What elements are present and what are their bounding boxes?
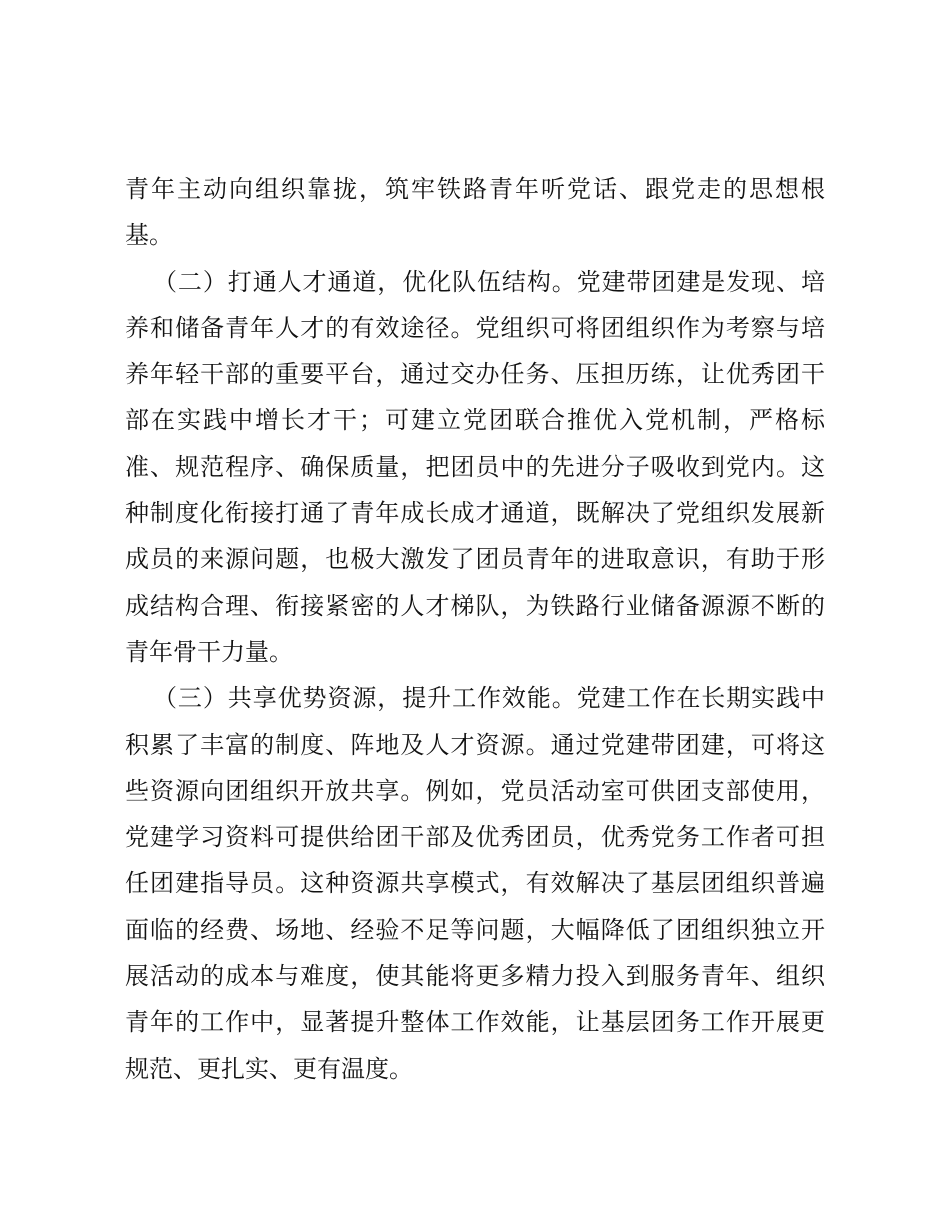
text-line: 些资源向团组织开放共享。例如，党员活动室可供团支部使用， bbox=[125, 776, 825, 805]
section-heading-line: （二）打通人才通道，优化队伍结构。党建带团建是发现、培 bbox=[153, 267, 825, 296]
text-line: 任团建指导员。这种资源共享模式，有效解决了基层团组织普遍 bbox=[125, 869, 825, 898]
text-line: 成结构合理、衔接紧密的人才梯队，为铁路行业储备源源不断的 bbox=[125, 591, 825, 620]
text-line: 成员的来源问题，也极大激发了团员青年的进取意识，有助于形 bbox=[125, 545, 825, 574]
text-line: 青年骨干力量。 bbox=[125, 637, 293, 666]
text-line: 积累了丰富的制度、阵地及人才资源。通过党建带团建，可将这 bbox=[125, 730, 825, 759]
text-line: 养年轻干部的重要平台，通过交办任务、压担历练，让优秀团干 bbox=[125, 360, 825, 389]
text-line: 部在实践中增长才干；可建立党团联合推优入党机制，严格标 bbox=[125, 406, 825, 435]
text-line: 准、规范程序、确保质量，把团员中的先进分子吸收到党内。这 bbox=[125, 452, 825, 481]
text-line: 规范、更扎实、更有温度。 bbox=[125, 1054, 413, 1083]
text-line: 党建学习资料可提供给团干部及优秀团员，优秀党务工作者可担 bbox=[125, 823, 825, 852]
text-line: 展活动的成本与难度，使其能将更多精力投入到服务青年、组织 bbox=[125, 962, 825, 991]
text-line: 基。 bbox=[125, 221, 173, 250]
text-line: 种制度化衔接打通了青年成长成才通道，既解决了党组织发展新 bbox=[125, 499, 825, 528]
text-line: 养和储备青年人才的有效途径。党组织可将团组织作为考察与培 bbox=[125, 313, 825, 342]
text-line: 面临的经费、场地、经验不足等问题，大幅降低了团组织独立开 bbox=[125, 915, 825, 944]
text-line: 青年主动向组织靠拢，筑牢铁路青年听党话、跟党走的思想根 bbox=[125, 175, 825, 203]
text-line: 青年的工作中，显著提升整体工作效能，让基层团务工作开展更 bbox=[125, 1008, 825, 1037]
section-heading-line: （三）共享优势资源，提升工作效能。党建工作在长期实践中 bbox=[153, 684, 825, 713]
body-text bbox=[125, 166, 825, 1092]
